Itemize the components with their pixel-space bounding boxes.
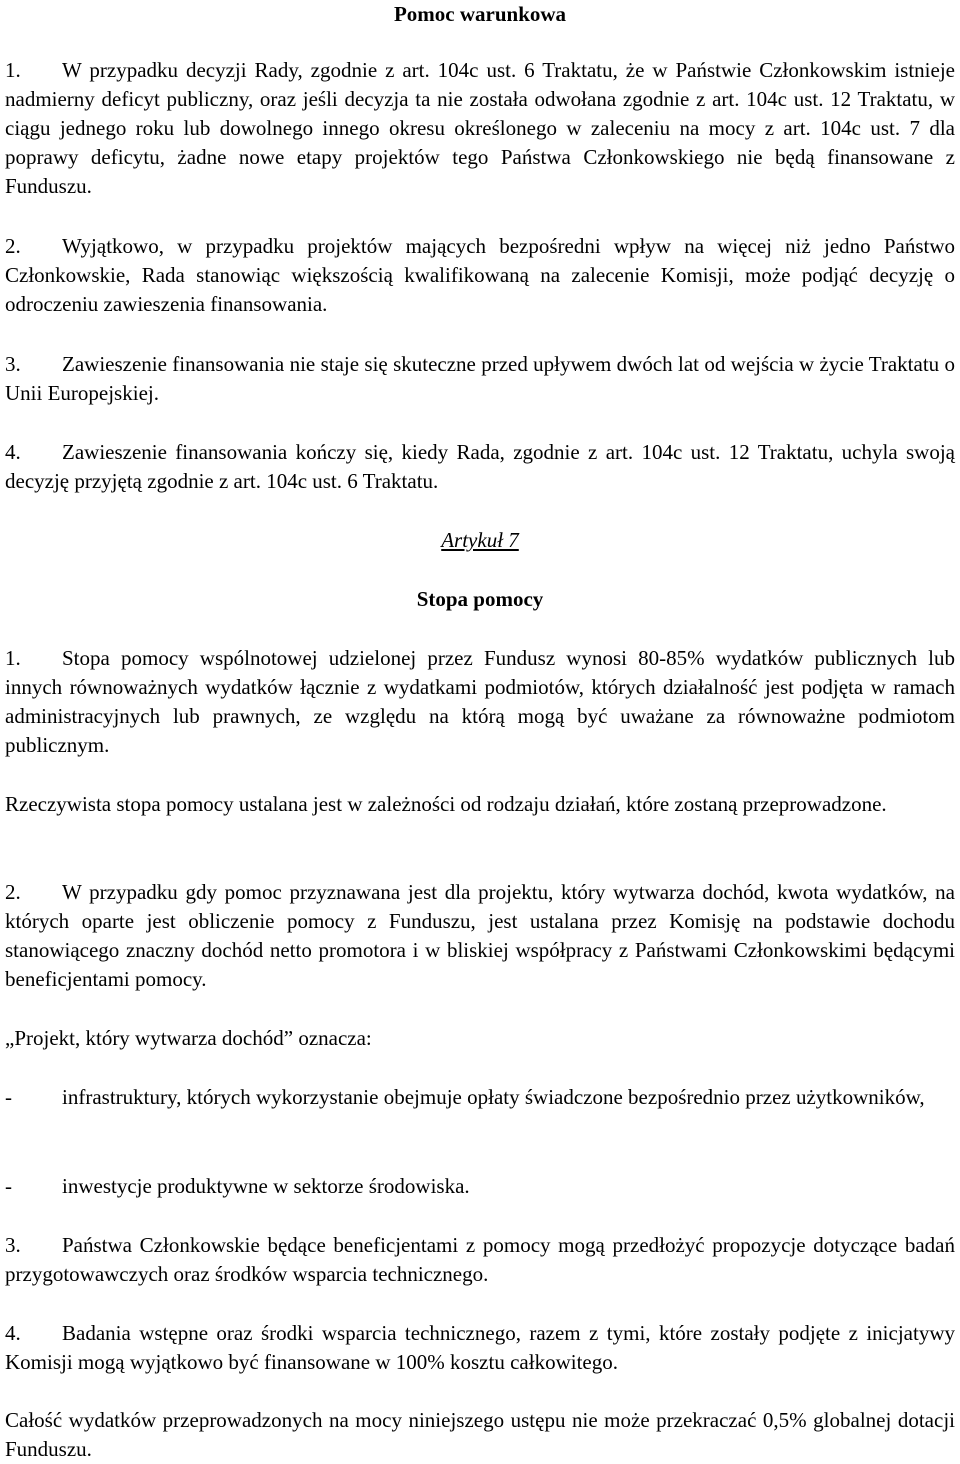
list-item: [5, 1172, 955, 1201]
paragraph-number: 1.: [5, 646, 21, 670]
paragraph-text: Badania wstępne oraz środki wsparcia technicznego, razem z tymi, które zostały podjęte z inicjatywy Komisji mogą wyjątkowo być finansowane w 100% kosztu całkowitego.: [5, 1321, 955, 1374]
paragraph-number: 3.: [5, 352, 21, 376]
paragraph-3: [5, 350, 955, 408]
bullet-marker: -: [5, 1085, 12, 1109]
list-item: [5, 1083, 955, 1112]
paragraph-number: 1.: [5, 58, 21, 82]
paragraph-number: 2.: [5, 880, 21, 904]
section-heading: Pomoc warunkowa: [393, 2, 567, 26]
paragraph-number: 4.: [5, 440, 21, 464]
final-note: Całość wydatków przeprowadzonych na mocy niniejszego ustępu nie może przekraczać 0,5% globalnej dotacji Funduszu.: [5, 1408, 955, 1461]
paragraph-number: 2.: [5, 234, 21, 258]
article-paragraph-4: [5, 1319, 955, 1377]
paragraph-text: W przypadku gdy pomoc przyznawana jest dla projektu, który wytwarza dochód, kwota wydatków, na których oparte jest obliczenie pomocy z Funduszu, jest ustalana przez Komisję na podstawie dochodu stanowiącego znaczny dochód netto promotora i w bliskiej współpracy z Państwami Członkowskimi będącymi beneficjentami pomocy.: [5, 880, 955, 991]
bullet-marker: -: [5, 1174, 12, 1198]
paragraph-2: [5, 232, 955, 319]
paragraph-number: 3.: [5, 1233, 21, 1257]
paragraph-text: Zawieszenie finansowania nie staje się skuteczne przed upływem dwóch lat od wejścia w życie Traktatu o Unii Europejskiej.: [5, 352, 955, 405]
list-item-text: inwestycje produktywne w sektorze środowiska.: [62, 1174, 470, 1198]
paragraph-text: Stopa pomocy wspólnotowej udzielonej przez Fundusz wynosi 80-85% wydatków publicznych lub innych równoważnych wydatków łącznie z wydatkami podmiotów, których działalność jest podjęta w ramach administracyjnych lub prawnych, ze względu na którą mogą być uważane za równoważne podmiotom publicznym.: [5, 646, 955, 757]
article-paragraph-3: [5, 1231, 955, 1289]
definition-intro: „Projekt, który wytwarza dochód” oznacza:: [5, 1026, 372, 1050]
paragraph-text: Zawieszenie finansowania kończy się, kiedy Rada, zgodnie z art. 104c ust. 12 Traktatu, uchyla swoją decyzję przyjętą zgodnie z art. 104c ust. 6 Traktatu.: [5, 440, 955, 493]
article-title: Stopa pomocy: [416, 587, 544, 611]
paragraph-text: W przypadku decyzji Rady, zgodnie z art. 104c ust. 6 Traktatu, że w Państwie Członkowskim istnieje nadmierny deficyt publiczny, oraz jeśli decyzja ta nie została odwołana zgodnie z art. 104c ust. 12 Traktatu, w ciągu jednego roku lub dowolnego innego okresu określonego w zaleceniu na mocy z art. 104c ust. 7 dla poprawy deficytu, żadne nowe etapy projektów tego Państwa Członkowskiego nie będą finansowane z Funduszu.: [5, 58, 955, 198]
paragraph-text: Wyjątkowo, w przypadku projektów mających bezpośredni wpływ na więcej niż jedno Państwo Członkowskie, Rada stanowiąc większością kwalifikowaną na zalecenie Komisji, może podjąć decyzję o odroczeniu zawieszenia finansowania.: [5, 234, 955, 316]
paragraph-4: [5, 438, 955, 496]
article-label: Artykuł 7: [441, 528, 519, 552]
article-paragraph-1: [5, 644, 955, 760]
list-item-text: infrastruktury, których wykorzystanie obejmuje opłaty świadczone bezpośrednio przez użytkowników,: [62, 1085, 925, 1109]
article-paragraph-1-note: Rzeczywista stopa pomocy ustalana jest w zależności od rodzaju działań, które zostaną przeprowadzone.: [5, 792, 887, 816]
paragraph-text: Państwa Członkowskie będące beneficjentami z pomocy mogą przedłożyć propozycje dotyczące badań przygotowawczych oraz środków wsparcia technicznego.: [5, 1233, 955, 1286]
article-paragraph-2: [5, 878, 955, 994]
paragraph-1: [5, 56, 955, 201]
paragraph-number: 4.: [5, 1321, 21, 1345]
